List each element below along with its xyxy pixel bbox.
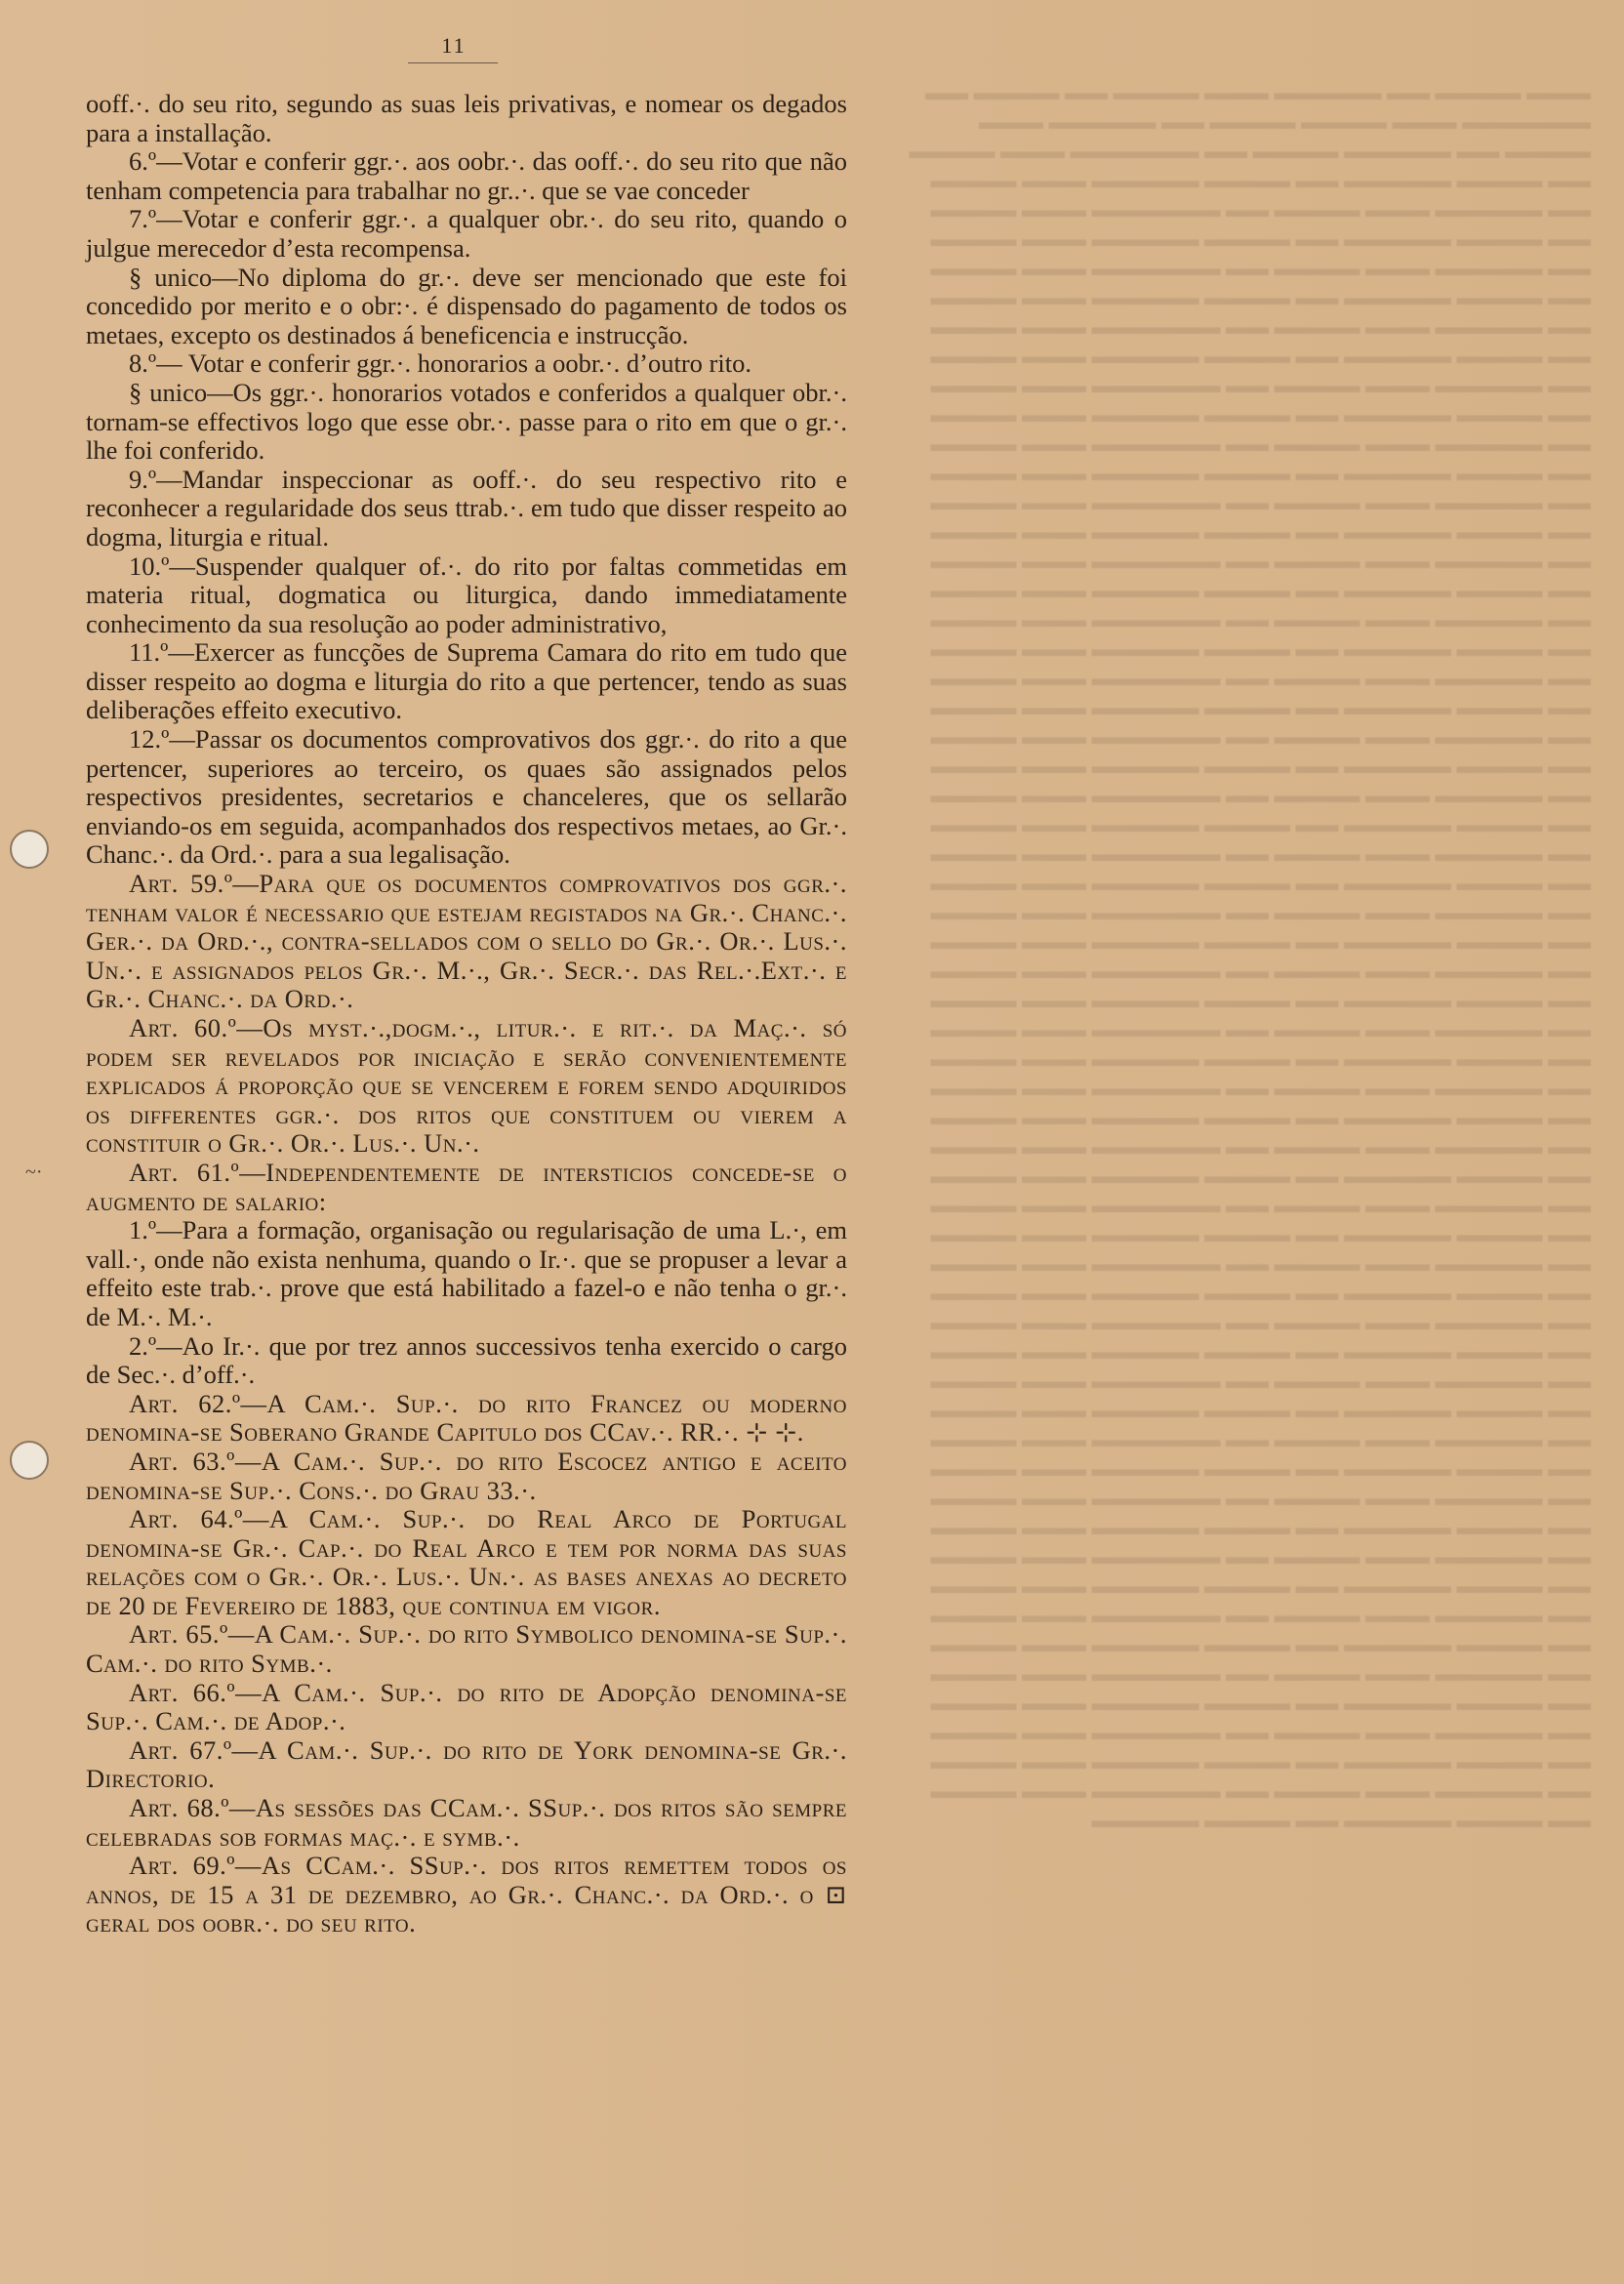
article-paragraph: Art. 62.º—A Cam.·. Sup.·. do rito Francez ou moderno denomina-se Soberano Grande Capitulo dos CCav.·. RR.·. ⊹ ⊹. — [86, 1388, 847, 1448]
page-number: 11 — [441, 33, 467, 58]
bleed-through-text: ▬▬▬ ▬▬▬▬ ▬▬ ▬▬▬▬▬ ▬▬▬ ▬▬▬▬ ▬▬ ▬▬▬▬ ▬▬ ▬▬▬▬▬▬ ▬▬▬ ▬▬▬▬ ▬▬▬▬ ▬▬ ▬▬▬▬▬ ▬▬▬ ▬▬▬▬ ▬▬ ▬▬▬▬▬ ▬▬▬▬ ▬▬ ▬▬▬▬▬▬ ▬▬▬ ▬▬▬▬ ▬▬ ▬▬▬▬ ▬▬▬▬▬ ▬▬ ▬▬▬▬ ▬▬▬▬▬ ▬▬▬ ▬▬▬▬ ▬▬ ▬▬▬▬▬ ▬▬▬ ▬▬▬▬ ▬▬ ▬▬▬▬▬▬ ▬▬▬ ▬▬▬▬ ▬▬ ▬▬▬▬ ▬▬▬▬▬ ▬▬ ▬▬▬▬ ▬▬▬▬▬ ▬▬▬ ▬▬▬▬ ▬▬ ▬▬▬▬▬ ▬▬▬ ▬▬▬▬ ▬▬ ▬▬▬▬▬▬ ▬▬▬ ▬▬▬▬ ▬▬ ▬▬▬▬ ▬▬▬▬▬ ▬▬ ▬▬▬▬ ▬▬▬▬▬ ▬▬▬ ▬▬▬▬ ▬▬ ▬▬▬▬▬ ▬▬▬ ▬▬▬▬ ▬▬ ▬▬▬▬▬▬ ▬▬▬ ▬▬▬▬ ▬▬ ▬▬▬▬ ▬▬▬▬▬ ▬▬ ▬▬▬▬ ▬▬▬▬▬ ▬▬▬ ▬▬▬▬ ▬▬ ▬▬▬▬▬ ▬▬▬ ▬▬▬▬ ▬▬ ▬▬▬▬▬▬ ▬▬▬ ▬▬▬▬ ▬▬ ▬▬▬▬ ▬▬▬▬▬ ▬▬ ▬▬▬▬ ▬▬▬▬▬ ▬▬▬ ▬▬▬▬ ▬▬ ▬▬▬▬▬ ▬▬▬ ▬▬▬▬ ▬▬ ▬▬▬▬▬▬ ▬▬▬ ▬▬▬▬ ▬▬ ▬▬▬▬ ▬▬▬▬▬ ▬▬ ▬▬▬▬ ▬▬▬▬▬ ▬▬▬ ▬▬▬▬ ▬▬ ▬▬▬▬▬ ▬▬▬ ▬▬▬▬ ▬▬ ▬▬▬▬▬▬ ▬▬▬ ▬▬▬▬ ▬▬ ▬▬▬▬ ▬▬▬▬▬ ▬▬ ▬▬▬▬ ▬▬▬▬▬ ▬▬▬ ▬▬▬▬ ▬▬ ▬▬▬▬▬ ▬▬▬ ▬▬▬▬ ▬▬ ▬▬▬▬▬▬ ▬▬▬ ▬▬▬▬ ▬▬ ▬▬▬▬ ▬▬▬▬▬ ▬▬ ▬▬▬▬ ▬▬▬▬▬ ▬▬▬ ▬▬▬▬ ▬▬ ▬▬▬▬▬ ▬▬▬ ▬▬▬▬ ▬▬ ▬▬▬▬▬▬ ▬▬▬ ▬▬▬▬ ▬▬ ▬▬▬▬ ▬▬▬▬▬ ▬▬ ▬▬▬▬ ▬▬▬▬▬ ▬▬▬ ▬▬▬▬ ▬▬ ▬▬▬▬▬ ▬▬▬ ▬▬▬▬ ▬▬ ▬▬▬▬▬▬ ▬▬▬ ▬▬▬▬ ▬▬ ▬▬▬▬ ▬▬▬▬▬ ▬▬ ▬▬▬▬ ▬▬▬▬▬ ▬▬▬ ▬▬▬▬ ▬▬ ▬▬▬▬▬ ▬▬▬ ▬▬▬▬ ▬▬ ▬▬▬▬▬▬ ▬▬▬ ▬▬▬▬ ▬▬ ▬▬▬▬ ▬▬▬▬▬ ▬▬ ▬▬▬▬ ▬▬▬▬▬ ▬▬▬ ▬▬▬▬ ▬▬ ▬▬▬▬▬ ▬▬▬ ▬▬▬▬ ▬▬ ▬▬▬▬▬▬ ▬▬▬ ▬▬▬▬ ▬▬ ▬▬▬▬ ▬▬▬▬▬ ▬▬ ▬▬▬▬ ▬▬▬▬▬ ▬▬▬ ▬▬▬▬ ▬▬ ▬▬▬▬▬ ▬▬▬ ▬▬▬▬ ▬▬ ▬▬▬▬▬▬ ▬▬▬ ▬▬▬▬ ▬▬ ▬▬▬▬ ▬▬▬▬▬ ▬▬ ▬▬▬▬ ▬▬▬▬▬ ▬▬▬ ▬▬▬▬ ▬▬ ▬▬▬▬▬ ▬▬▬ ▬▬▬▬ ▬▬ ▬▬▬▬▬▬ ▬▬▬ ▬▬▬▬ ▬▬ ▬▬▬▬ ▬▬▬▬▬ ▬▬ ▬▬▬▬ ▬▬▬▬▬ ▬▬▬ ▬▬▬▬ ▬▬ ▬▬▬▬▬ ▬▬▬ ▬▬▬▬ ▬▬ ▬▬▬▬▬▬ ▬▬▬ ▬▬▬▬ ▬▬ ▬▬▬▬ ▬▬▬▬▬ ▬▬ ▬▬▬▬ ▬▬▬▬▬ ▬▬▬ ▬▬▬▬ ▬▬ ▬▬▬▬▬ ▬▬▬ ▬▬▬▬ ▬▬ ▬▬▬▬▬▬ ▬▬▬ ▬▬▬▬ ▬▬ ▬▬▬▬ ▬▬▬▬▬ ▬▬ ▬▬▬▬ ▬▬▬▬▬ ▬▬▬ ▬▬▬▬ ▬▬ ▬▬▬▬▬ ▬▬▬ ▬▬▬▬ ▬▬ ▬▬▬▬▬▬ ▬▬▬ ▬▬▬▬ ▬▬ ▬▬▬▬ ▬▬▬▬▬ ▬▬ ▬▬▬▬ ▬▬▬▬▬ ▬▬▬ ▬▬▬▬ ▬▬ ▬▬▬▬▬ ▬▬▬ ▬▬▬▬ ▬▬ ▬▬▬▬▬▬ ▬▬▬ ▬▬▬▬ ▬▬ ▬▬▬▬ ▬▬▬▬▬ ▬▬ ▬▬▬▬ ▬▬▬▬▬ ▬▬▬ ▬▬▬▬ ▬▬ ▬▬▬▬▬ ▬▬▬ ▬▬▬▬ ▬▬ ▬▬▬▬▬▬ ▬▬▬ ▬▬▬▬ ▬▬ ▬▬▬▬ ▬▬▬▬▬ ▬▬ ▬▬▬▬ ▬▬▬▬▬ ▬▬▬ ▬▬▬▬ ▬▬ ▬▬▬▬▬ ▬▬▬ ▬▬▬▬ ▬▬ ▬▬▬▬▬▬ ▬▬▬ ▬▬▬▬ ▬▬ ▬▬▬▬ ▬▬▬▬▬ ▬▬ ▬▬▬▬ ▬▬▬▬▬ ▬▬▬ ▬▬▬▬ ▬▬ ▬▬▬▬▬ ▬▬▬ ▬▬▬▬ ▬▬ ▬▬▬▬▬▬ ▬▬▬ ▬▬▬▬ ▬▬ ▬▬▬▬ ▬▬▬▬▬ ▬▬ ▬▬▬▬ ▬▬▬▬▬ ▬▬▬ ▬▬▬▬ ▬▬ ▬▬▬▬▬ ▬▬▬ ▬▬▬▬ ▬▬ ▬▬▬▬▬▬ ▬▬▬ ▬▬▬▬ ▬▬ ▬▬▬▬ ▬▬▬▬▬ ▬▬ ▬▬▬▬ ▬▬▬▬▬ ▬▬▬ ▬▬▬▬ ▬▬ ▬▬▬▬▬ ▬▬▬ ▬▬▬▬ ▬▬ ▬▬▬▬▬▬ ▬▬▬ ▬▬▬▬ ▬▬ ▬▬▬▬ ▬▬▬▬▬ ▬▬ ▬▬▬▬ ▬▬▬▬▬ ▬▬▬ ▬▬▬▬ ▬▬ ▬▬▬▬▬ ▬▬▬ ▬▬▬▬ ▬▬ ▬▬▬▬▬▬ ▬▬▬ ▬▬▬▬ ▬▬ ▬▬▬▬ ▬▬▬▬▬ ▬▬ ▬▬▬▬ ▬▬▬▬▬ ▬▬▬ ▬▬▬▬ ▬▬ ▬▬▬▬▬ ▬▬▬ ▬▬▬▬ ▬▬ ▬▬▬▬▬▬ ▬▬▬ ▬▬▬▬ ▬▬ ▬▬▬▬ ▬▬▬▬▬ ▬▬ ▬▬▬▬ ▬▬▬▬▬ ▬▬▬ ▬▬▬▬ ▬▬ ▬▬▬▬▬ ▬▬▬ ▬▬▬▬ ▬▬ ▬▬▬▬▬▬ ▬▬▬ ▬▬▬▬ ▬▬ ▬▬▬▬ ▬▬▬▬▬ ▬▬ ▬▬▬▬ ▬▬▬▬▬ ▬▬▬ ▬▬▬▬ ▬▬ ▬▬▬▬▬ ▬▬▬ ▬▬▬▬ ▬▬ ▬▬▬▬▬▬ ▬▬▬ ▬▬▬▬ ▬▬ ▬▬▬▬ ▬▬▬▬▬ ▬▬ ▬▬▬▬ ▬▬▬▬▬ ▬▬▬ ▬▬▬▬ ▬▬ ▬▬▬▬▬ ▬▬▬ ▬▬▬▬ ▬▬ ▬▬▬▬▬▬ ▬▬▬ ▬▬▬▬ ▬▬ ▬▬▬▬ ▬▬▬▬▬ ▬▬ ▬▬▬▬ ▬▬▬▬▬ ▬▬▬ ▬▬▬▬ ▬▬ ▬▬▬▬▬ ▬▬▬ ▬▬▬▬ ▬▬ ▬▬▬▬▬▬ ▬▬▬ ▬▬▬▬ ▬▬ ▬▬▬▬ ▬▬▬▬▬ ▬▬ ▬▬▬▬ ▬▬▬▬▬ — [909, 80, 1591, 1832]
article-paragraph: Art. 67.º—A Cam.·. Sup.·. do rito de York denomina-se Gr.·. Directorio. — [86, 1734, 847, 1794]
body-text — [86, 90, 847, 1938]
article-paragraph: Art. 63.º—A Cam.·. Sup.·. do rito Escocez antigo e aceito denomina-se Sup.·. Cons.·. do Grau 33.·. — [86, 1446, 847, 1505]
binding-hole-upper — [10, 830, 49, 869]
margin-mark: ~· — [25, 1162, 43, 1183]
article-paragraph: Art. 66.º—A Cam.·. Sup.·. do rito de Adopção denomina-se Sup.·. Cam.·. de Adop.·. — [86, 1677, 847, 1736]
paragraph: 11.º—Exercer as funcções de Suprema Camara do rito em tudo que disser respeito ao dogma e liturgia do rito a que pertencer, tendo as suas deliberações effeito executivo. — [86, 637, 847, 725]
paragraph: ooff.·. do seu rito, segundo as suas leis privativas, e nomear os degados para a installação. — [86, 89, 847, 147]
article-paragraph: Art. 68.º—As sessões das CCam.·. SSup.·. dos ritos são sempre celebradas sob formas maç.·. e symb.·. — [86, 1793, 847, 1852]
article-paragraph: Art. 59.º—Para que os documentos comprovativos dos ggr.·. tenham valor é necessario que estejam registados na Gr.·. Chanc.·. Ger.·. da Ord.·., contra-sellados com o sello do Gr.·. Or.·. Lus.·. Un.·. e assignados pelos Gr.·. M.·., Gr.·. Secr.·. das Rel.·.Ext.·. e Gr.·. Chanc.·. da Ord.·. — [86, 869, 847, 1014]
paragraph: 1.º—Para a formação, organisação ou regularisação de uma L.·, em vall.·, onde não exista nenhuma, quando o Ir.·. que se propuser a levar a effeito este trab.·. prove que está habilitado a fazel-o e não tenha o gr.·. de M.·. M.·. — [86, 1215, 847, 1331]
paragraph: § unico—No diploma do gr.·. deve ser mencionado que este foi concedido por merito e o obr:·. é dispensado do pagamento de todos os metaes, excepto os destinados á beneficencia e instrucção. — [86, 262, 847, 349]
page-number-rule — [408, 62, 498, 63]
paragraph: 6.º—Votar e conferir ggr.·. aos oobr.·. das ooff.·. do seu rito que não tenham competencia para trabalhar no gr..·. que se vae conceder — [86, 146, 847, 205]
paragraph: 10.º—Suspender qualquer of.·. do rito por faltas commetidas em materia ritual, dogmatica ou liturgica, dando immediatamente conhecimento da sua resolução ao poder administrativo, — [86, 551, 847, 638]
paragraph: 2.º—Ao Ir.·. que por trez annos successivos tenha exercido o cargo de Sec.·. d’off.·. — [86, 1330, 847, 1390]
paragraph: 7.º—Votar e conferir ggr.·. a qualquer obr.·. do seu rito, quando o julgue merecedor d’esta recompensa. — [86, 204, 847, 263]
paragraph: § unico—Os ggr.·. honorarios votados e conferidos a qualquer obr.·. tornam-se effectivos logo que esse obr.·. passe para o rito em que o gr.·. lhe foi conferido. — [86, 377, 847, 466]
article-paragraph: Art. 60.º—Os myst.·.,dogm.·., litur.·. e rit.·. da Maç.·. só podem ser revelados por iniciação e serão convenientemente explicados á proporção que se vencerem e forem sendo adquiridos os differentes ggr.·. dos ritos que constituem ou vierem a constituir o Gr.·. Or.·. Lus.·. Un.·. — [86, 1013, 847, 1159]
paragraph: 8.º— Votar e conferir ggr.·. honorarios a oobr.·. d’outro rito. — [129, 348, 751, 379]
paragraph: 12.º—Passar os documentos comprovativos dos ggr.·. do rito a que pertencer, superiores ao terceiro, os quaes são assignados pelos respectivos presidentes, secretarios e chanceleres, que os sellarão enviando-os em seguida, acompanhados dos respectivos metaes, ao Gr.·. Chanc.·. da Ord.·. para a sua legalisação. — [86, 724, 847, 870]
article-paragraph: Art. 69.º—As CCam.·. SSup.·. dos ritos remettem todos os annos, de 15 a 31 de dezembro, ao Gr.·. Chanc.·. da Ord.·. o ⊡ geral dos oobr.·. do seu rito. — [86, 1851, 847, 1938]
article-paragraph: Art. 61.º—Independentemente de intersticios concede-se o augmento de salario: — [86, 1157, 847, 1216]
article-paragraph: Art. 65.º—A Cam.·. Sup.·. do rito Symbolico denomina-se Sup.·. Cam.·. do rito Symb.·. — [86, 1619, 847, 1679]
article-paragraph: Art. 64.º—A Cam.·. Sup.·. do Real Arco de Portugal denomina-se Gr.·. Cap.·. do Real Arco e tem por norma das suas relações com o Gr.·. Or.·. Lus.·. Un.·. as bases anexas ao decreto de 20 de Fevereiro de 1883, que continua em vigor. — [86, 1504, 847, 1620]
binding-hole-lower — [10, 1441, 49, 1480]
paragraph: 9.º—Mandar inspeccionar as ooff.·. do seu respectivo rito e reconhecer a regularidade dos seus ttrab.·. em tudo que disser respeito ao dogma, liturgia e ritual. — [86, 464, 847, 551]
